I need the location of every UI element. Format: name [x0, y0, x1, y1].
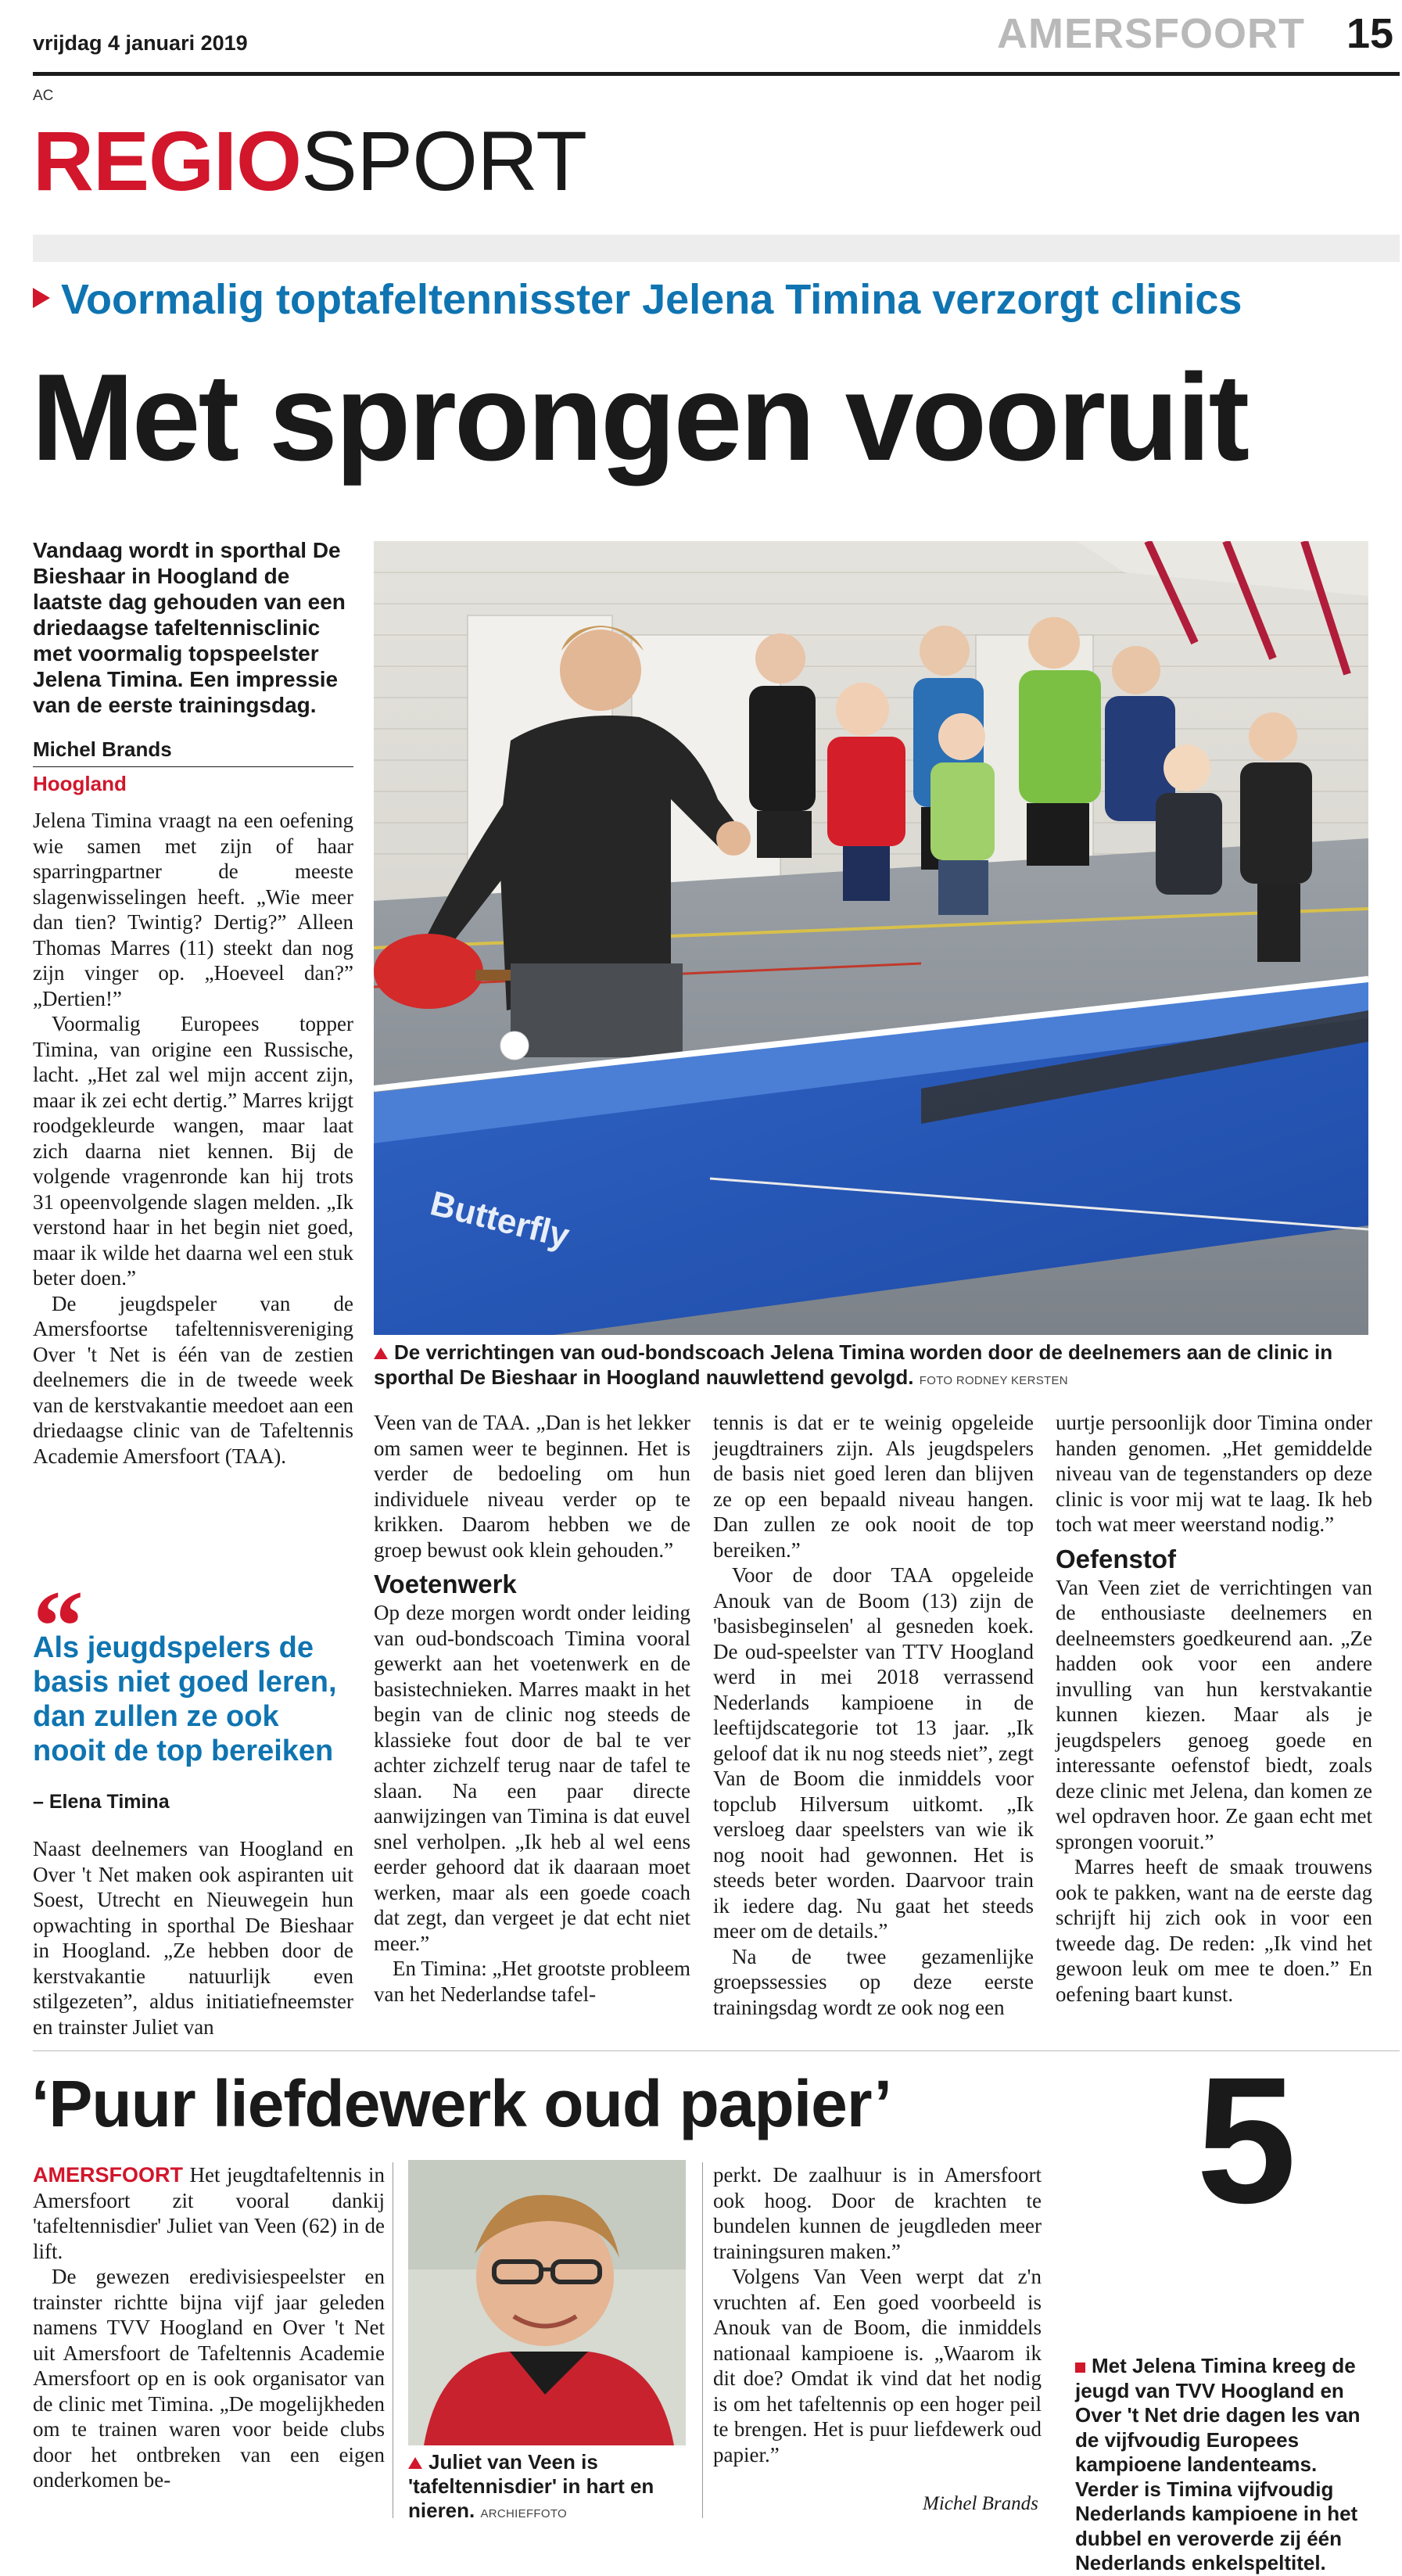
- juliet-photo: [408, 2160, 686, 2445]
- section-title-red: REGIO: [33, 113, 302, 208]
- paragraph: Jelena Timina vraagt na een oefening wie samen met zijn of haar sparringpartner de meeste slagenwisselingen heeft. „Wie meer dan tien? Twintig? Dertig?” Alleen Thomas Marres (11) steekt dan nog zijn vinger op. „Hoeveel dan?” „Dertien!”: [33, 809, 353, 1010]
- article-intro: Vandaag wordt in sporthal De Bieshaar in Hoogland de laatste dag gehouden van een driedaagse tafeltennisclinic met voormalig topspeelster Jelena Timina. Een impressie van de eerste trainingsdag.: [33, 538, 346, 717]
- table-brand: Butterfly: [426, 1184, 573, 1256]
- quote-mark-icon: “: [33, 1570, 84, 1683]
- sidebar-column-1: [33, 2162, 385, 2493]
- story-divider: [33, 2050, 1400, 2051]
- article-column-3: [713, 1410, 1034, 2020]
- paragraph: uurtje persoonlijk door Timina onder handen genomen. „Het gemiddelde niveau van de tegenstanders op deze clinic is voor mij wat te laag. Ik heb toch wat meer weerstand nodig.”: [1056, 1411, 1372, 1536]
- article-column-1: [33, 808, 353, 1469]
- paragraph: Naast deelnemers van Hoogland en Over 't Net maken ook aspiranten uit Soest, Utrecht en Nieuwegein hun opwachting in sporthal De Bieshaar in Hoogland. „Ze hebben door de kerstvakantie natuurlijk even stilgezeten”, aldus initiatiefneemster en trainster Juliet van: [33, 1837, 353, 2039]
- photo-credit: ARCHIEFFOTO: [480, 2507, 568, 2520]
- factbox-number: 5: [1196, 2040, 1296, 2241]
- juliet-caption: [408, 2450, 697, 2526]
- paragraph: Voor de door TAA opgeleide Anouk van de Boom (13) zijn de 'basisbeginselen' al gesneden koek. De oud-speelster van TTV Hoogland werd in mei 2018 verrassend Nederlands kampioene in de leeftijdscategorie tot 13 jaar. „Ik geloof dat ik nu nog steeds niet”, zegt Van de Boom die inmiddels voor topclub Hilversum uitkomt. „Ik versloeg daar speelsters van wie ik nog nooit had gewonnen. Het is steeds beter worden. Daarvoor train ik iedere dag. Nu gaat het steeds meer om de details.”: [713, 1563, 1034, 1943]
- factbox: [1075, 2354, 1372, 2576]
- paragraph: Volgens Van Veen werpt dat z'n vruchten af. Een goed voorbeeld is Anouk van de Boom, die inmiddels nationaal kampioene is. „Waarom ik dit doe? Omdat ik vind dat het nodig is om het tafeltennis op een hoger peil te brengen. Het is puur liefdewerk oud papier.”: [713, 2265, 1042, 2467]
- subheading: Voetenwerk: [374, 1570, 517, 1598]
- pull-quote: Als jeugdspelers de basis niet goed leren, dan zullen ze ook nooit de top bereiken: [33, 1631, 337, 1767]
- caption-arrow-icon: [374, 1347, 388, 1359]
- paragraph: [33, 2162, 385, 2264]
- author-byline: Michel Brands: [33, 737, 172, 761]
- issue-date: vrijdag 4 januari 2019: [33, 31, 248, 55]
- caption-arrow-icon: [408, 2457, 422, 2469]
- city-label: AMERSFOORT: [997, 10, 1305, 57]
- pull-quote-attribution: – Elena Timina: [33, 1791, 170, 1813]
- photo-caption-text: De verrichtingen van oud-bondscoach Jelena Timina worden door de deelnemers aan de clinic in sporthal De Bieshaar in Hoogland nauwlettend gevolgd.: [374, 1340, 1333, 1389]
- sidebar-lead: Het jeugdtafeltennis in Amersfoort zit vooral dankij 'tafeltennisdier' Juliet van Veen (62) in de lift.: [33, 2163, 385, 2263]
- paragraph: Na de twee gezamenlijke groepssessies op deze eerste trainingsdag wordt ze ook nog een: [713, 1944, 1034, 2019]
- header-rule: [33, 72, 1400, 76]
- article-column-1b: [33, 1836, 353, 2040]
- byline-rule: [33, 766, 353, 767]
- paragraph: Van Veen ziet de verrichtingen van de enthousiaste deelnemers en deelneemsters goedkeurend aan. „Ze hadden ook voor een andere invulling van hun kerstvakantie kunnen kiezen. Maar als je jeugdspelers genoeg goede en interessante oefenstof biedt, zoals deze clinic met Jelena, dan komen ze wel opdraven hoor. Ze gaan echt met sprongen vooruit.”: [1056, 1575, 1372, 1853]
- table-tennis-clinic-photo: [374, 541, 1368, 1335]
- sidebar-signature: Michel Brands: [923, 2493, 1038, 2514]
- sidebar-column-2: [713, 2162, 1042, 2467]
- article-column-4: [1056, 1410, 1372, 2007]
- section-divider: [33, 235, 1400, 262]
- column-rule: [702, 2162, 703, 2518]
- paragraph: Veen van de TAA. „Dan is het lekker om samen weer te beginnen. Het is verder de bedoeling om hun individuele niveau verder op te krikken. Daarom hebben we de groep bewust ook klein gehouden.”: [374, 1411, 690, 1562]
- photo-credit: FOTO RODNEY KERSTEN: [919, 1374, 1068, 1387]
- portrait-photo: [408, 2160, 686, 2445]
- kicker-text: Voormalig toptafeltennisster Jelena Timina verzorgt clinics: [61, 276, 1242, 323]
- section-title-black: SPORT: [301, 113, 587, 208]
- factbox-square-icon: [1075, 2363, 1085, 2373]
- paragraph: De jeugdspeler van de Amersfoortse tafeltennisvereniging Over 't Net is één van de zestien deelnemers die in de tweede week van de kerstvakantie meedoet aan een driedaagse clinic van de Tafeltennis Academie Amersfoort (TAA).: [33, 1291, 353, 1468]
- article-kicker: [33, 275, 1242, 324]
- subheading: Oefenstof: [1056, 1544, 1177, 1573]
- section-title: [33, 113, 587, 208]
- edition-code: AC: [33, 88, 54, 104]
- paragraph: perkt. De zaalhuur is in Amersfoort ook hoog. Door de krachten te bundelen kunnen de jeugdleden meer trainingsuren maken.”: [713, 2163, 1042, 2263]
- juliet-caption-text: Juliet van Veen is 'tafeltennisdier' in hart en nieren.: [408, 2450, 654, 2522]
- paragraph: tennis is dat er te weinig opgeleide jeugdtrainers zijn. Als jeugdspelers de basis niet goed leren dan blijven ze op een bepaald niveau hangen. Dan zullen ze ook nooit de top bereiken.”: [713, 1411, 1034, 1562]
- paragraph: En Timina: „Het grootste probleem van het Nederlandse tafel-: [374, 1957, 690, 2006]
- paragraph: Voormalig Europees topper Timina, van origine een Russische, lacht. „Het zal wel mijn accent zijn, maar ik zei echt dertig.” Marres krijgt roodgekleurde wangen, maar laat zich daarna niet kennen. Bij de volgende vragenronde kan hij trots 31 opeenvolgende slagen melden. „Ik verstond haar in het begin niet goed, maar ik wilde het daarna wel een stuk beter doen.”: [33, 1012, 353, 1290]
- main-photo: [374, 541, 1368, 1335]
- sidebar-dateline: AMERSFOORT: [33, 2163, 183, 2187]
- dateline-place: Hoogland: [33, 772, 127, 795]
- kicker-arrow-icon: [33, 288, 50, 308]
- article-headline: Met sprongen vooruit: [31, 349, 1248, 486]
- paragraph: De gewezen eredivisiespeelster en trainster richtte bijna vijf jaar geleden namens TVV Hoogland en Over 't Net uit Amersfoort de Tafeltennis Academie Amersfoort op en is ook organisator van de clinic met Timina. „De mogelijkheden om te trainen waren voor beide clubs door het ontbreken van een eigen onderkomen be-: [33, 2265, 385, 2492]
- photo-caption: [374, 1340, 1368, 1394]
- factbox-text: Met Jelena Timina kreeg de jeugd van TVV Hoogland en Over 't Net drie dagen les van de vijfvoudig Europees kampioene landenteams. Verder is Timina vijfvoudig Nederlands kampioene in het dubbel en veroverde zij één Nederlands enkelspeltitel.: [1075, 2354, 1361, 2574]
- sidebar-headline: ‘Puur liefdewerk oud papier’: [31, 2067, 892, 2140]
- paragraph: Op deze morgen wordt onder leiding van oud-bondscoach Timina vooral gewerkt aan het voetenwerk en de basistechnieken. Marres maakt in het begin van de clinic nog steeds de klassieke fout door de bal te ver achter zichzelf terug naar de tafel te slaan. Na een paar directe aanwijzingen van Timina is dat euvel snel verholpen. „Ik heb al wel eens eerder gehoord dat ik daaraan moet werken, maar als een goede coach dat zegt, dan vergeet je dat echt niet meer.”: [374, 1601, 690, 1955]
- article-column-2: [374, 1410, 690, 2007]
- paragraph: Marres heeft de smaak trouwens ook te pakken, want na de eerste dag schrijft hij zich ook in voor een tweede dag. De reden: „Ik vind het gewoon leuk om mee te doen.” En oefening baart kunst.: [1056, 1855, 1372, 2006]
- page-number: 15: [1346, 10, 1394, 57]
